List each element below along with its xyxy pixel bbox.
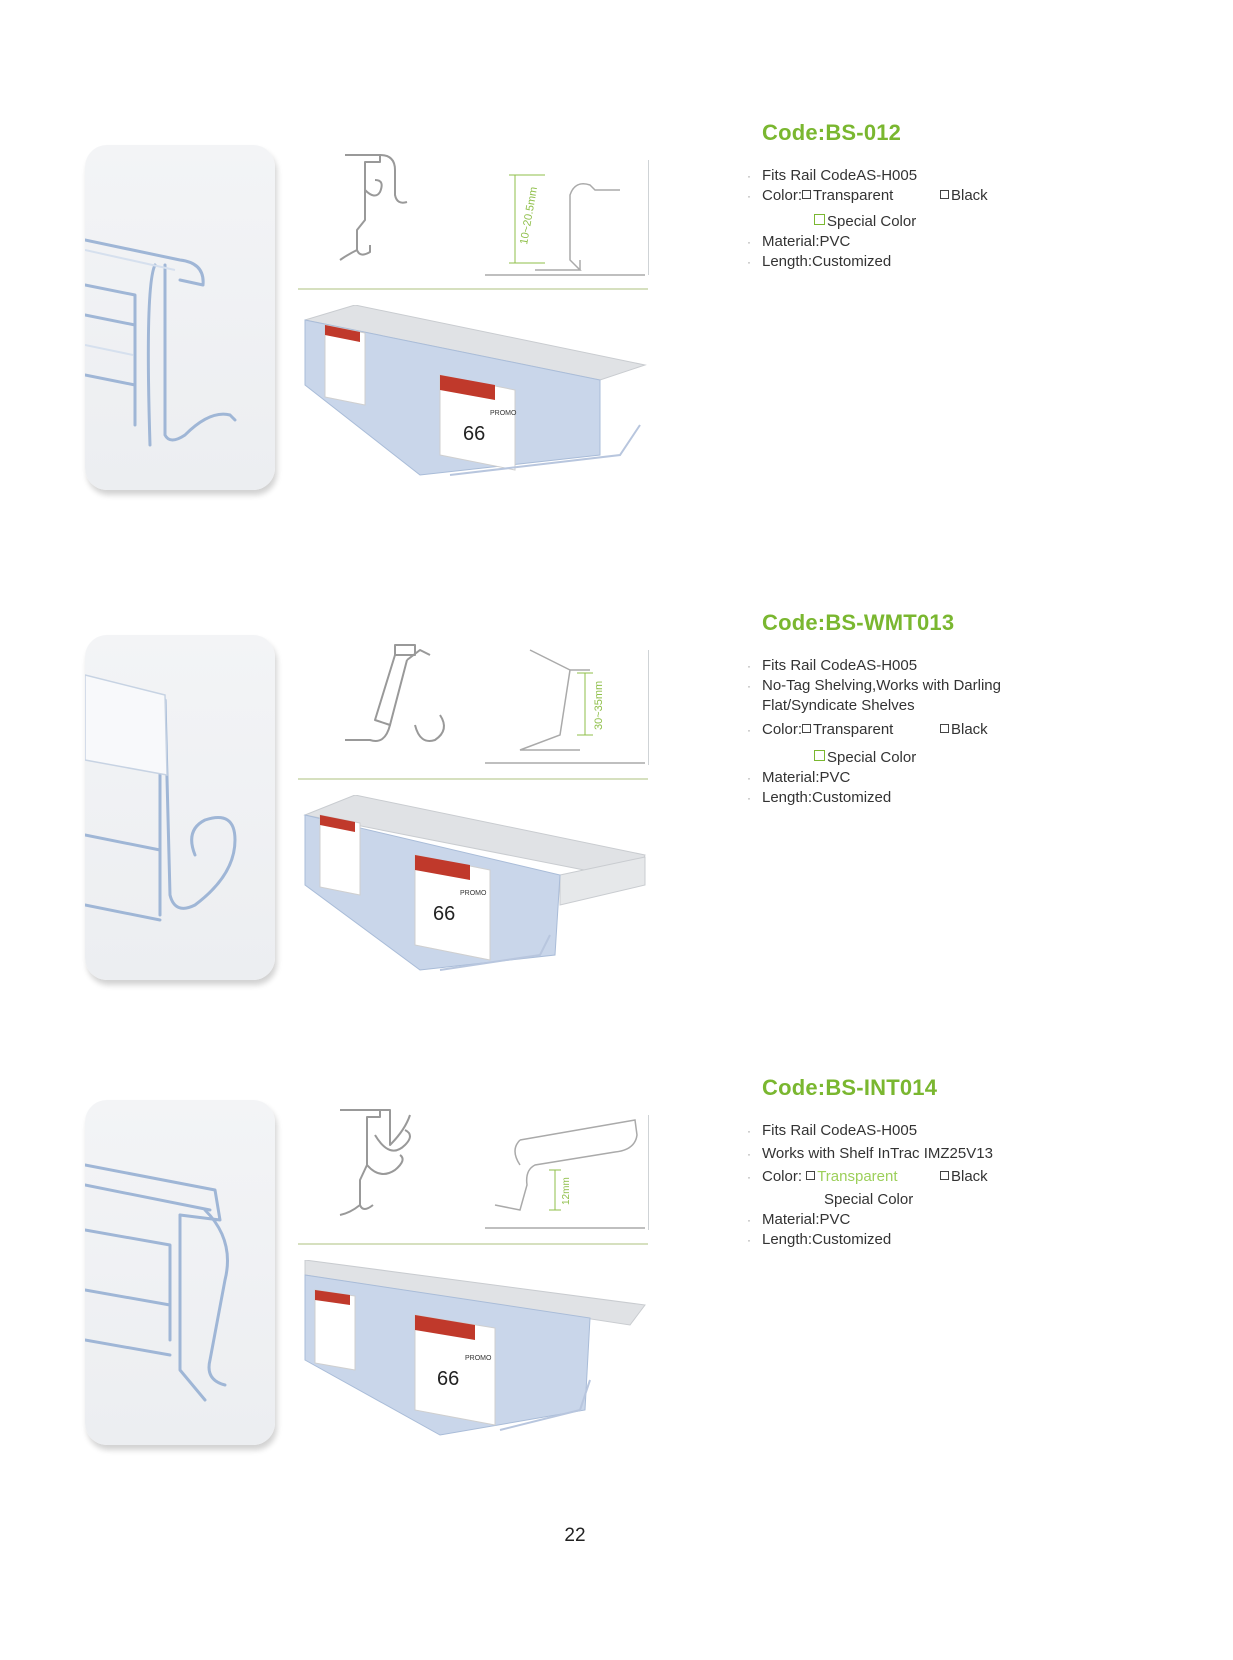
brand-text: PROMO [490, 410, 517, 417]
checkbox-icon [814, 214, 825, 225]
dimension-drawing-icon [485, 155, 650, 280]
cross-section-icon [335, 1105, 425, 1220]
length-text: Length:Customized [762, 789, 892, 806]
drawing-frame-line [648, 160, 649, 275]
price-text: 66 [437, 1368, 460, 1390]
option-black: Black [951, 1168, 988, 1185]
product-bs-012 [0, 120, 1233, 540]
color-label: Color: [762, 721, 803, 738]
brand-text: PROMO [465, 1355, 492, 1362]
fits-rail-text: Fits Rail CodeAS-H005 [762, 657, 918, 674]
dimension-drawing-icon [485, 645, 650, 770]
color-label: Color: [762, 1168, 803, 1185]
rail-render-image [300, 1260, 660, 1450]
option-special: Special Color [827, 749, 917, 766]
option-transparent: Transparent [813, 187, 894, 204]
fits-rail-text: Fits Rail CodeAS-H005 [762, 1122, 918, 1139]
checkbox-icon [814, 750, 825, 761]
fits-rail-text: Fits Rail CodeAS-H005 [762, 167, 918, 184]
product-code: Code:BS-INT014 [762, 1075, 938, 1100]
material-text: Material:PVC [762, 233, 851, 250]
option-black: Black [951, 721, 988, 738]
product-bs-wmt013 [0, 610, 1233, 1030]
price-text: 66 [433, 903, 456, 925]
checkbox-icon [940, 1171, 949, 1180]
color-label: Color: [762, 187, 803, 204]
option-transparent: Transparent [817, 1168, 898, 1185]
option-transparent: Transparent [813, 721, 894, 738]
spec-block: Code:BS-INT014 · Fits Rail CodeAS-H005 · Works with Shelf InTrac IMZ25V13 · Color: Transparent Black Special Color · Material:PVC · Length:Customized [762, 1075, 1202, 1250]
length-text: Length:Customized [762, 1231, 892, 1248]
section-divider [298, 1243, 648, 1245]
spec-block: Code:BS-WMT013 · Fits Rail CodeAS-H005 · No-Tag Shelving,Works with Darling Flat/Syndicate Shelves · Color: Transparent Black Special Color · Material:PVC · Length:Customized [762, 610, 1202, 808]
product-bs-int014 [0, 1075, 1233, 1495]
drawing-frame-line [648, 1115, 649, 1230]
rail-closeup-image [85, 145, 275, 490]
rail-closeup-image [85, 1100, 275, 1445]
compat-text: No-Tag Shelving,Works with Darling [762, 677, 1001, 694]
page-number: 22 [564, 1525, 586, 1546]
checkbox-icon [940, 190, 949, 199]
dimension-label: 10~20.5mm [518, 185, 541, 246]
material-text: Material:PVC [762, 769, 851, 786]
checkbox-icon [802, 724, 811, 733]
option-special: Special Color [827, 213, 917, 230]
length-text: Length:Customized [762, 253, 892, 270]
cross-section-icon [335, 640, 455, 755]
cross-section-icon [335, 150, 415, 265]
rail-closeup-image [85, 635, 275, 980]
option-special: Special Color [824, 1191, 914, 1208]
option-black: Black [951, 187, 988, 204]
spec-block: Code:BS-012 · Fits Rail CodeAS-H005 · Color: Transparent Black Special Color · Material:PVC · Length:Customized [762, 120, 1202, 272]
section-divider [298, 288, 648, 290]
material-text: Material:PVC [762, 1211, 851, 1228]
dimension-drawing-icon [485, 1110, 650, 1235]
checkbox-icon [806, 1171, 815, 1180]
price-text: 66 [463, 423, 486, 445]
section-divider [298, 778, 648, 780]
rail-render-image [300, 795, 660, 985]
compat-text-cont: Flat/Syndicate Shelves [762, 697, 915, 714]
product-code: Code:BS-WMT013 [762, 610, 955, 635]
product-code: Code:BS-012 [762, 120, 902, 145]
dimension-label: 30~35mm [593, 680, 605, 730]
checkbox-icon [940, 724, 949, 733]
works-with-text: Works with Shelf InTrac IMZ25V13 [762, 1145, 993, 1162]
rail-render-image [300, 305, 660, 495]
checkbox-icon [802, 190, 811, 199]
dimension-label: 12mm [561, 1177, 572, 1205]
brand-text: PROMO [460, 890, 487, 897]
drawing-frame-line [648, 650, 649, 765]
